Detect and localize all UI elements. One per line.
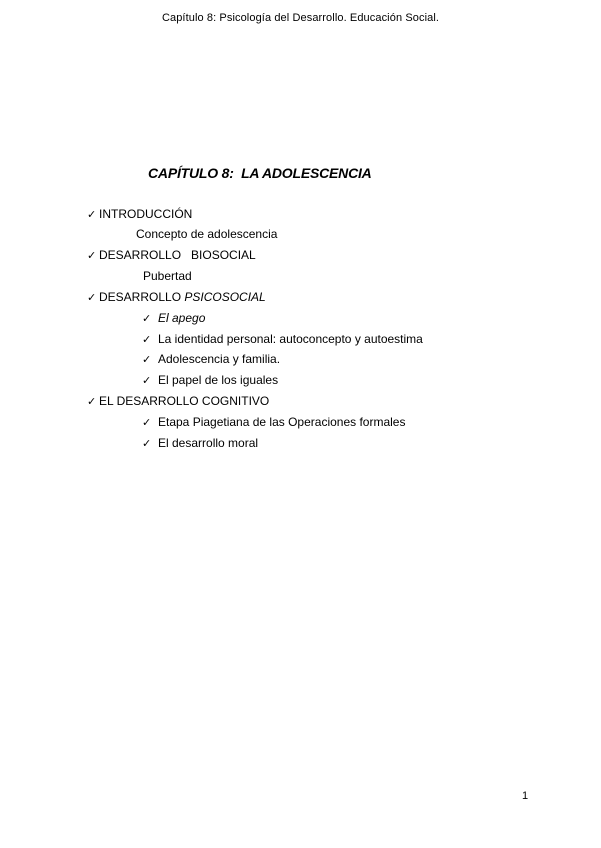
- toc-subitem-familia: [142, 352, 280, 367]
- toc-subitem-concepto: Concepto de adolescencia: [136, 227, 278, 241]
- check-icon: ✓: [87, 395, 97, 408]
- check-icon: ✓: [87, 291, 97, 304]
- toc-subitem-iguales: [142, 373, 278, 388]
- toc-subitem-label: La identidad personal: autoconcepto y autoestima: [158, 332, 423, 346]
- toc-item-label-italic: PSICOSOCIAL: [184, 290, 266, 304]
- toc-subitem-label: El papel de los iguales: [158, 373, 279, 387]
- toc-item-label: DESARROLLO BIOSOCIAL: [99, 248, 256, 262]
- toc-subitem-piagetiana: [142, 415, 405, 430]
- toc-item-label: EL DESARROLLO COGNITIVO: [99, 394, 270, 408]
- toc-subitem-label: Adolescencia y familia.: [158, 352, 281, 366]
- chapter-title: CAPÍTULO 8: LA ADOLESCENCIA: [148, 165, 372, 181]
- running-header: Capítulo 8: Psicología del Desarrollo. Educación Social.: [161, 12, 440, 24]
- toc-item-psicosocial: [87, 290, 266, 305]
- check-icon: ✓: [142, 437, 152, 450]
- check-icon: ✓: [87, 249, 97, 262]
- toc-item-label: DESARROLLO: [99, 290, 185, 304]
- check-icon: ✓: [87, 208, 97, 221]
- check-icon: ✓: [142, 353, 152, 366]
- toc-item-biosocial: [87, 248, 256, 263]
- toc-subitem-label: El desarrollo moral: [158, 436, 259, 450]
- toc-subitem-pubertad: Pubertad: [143, 269, 192, 283]
- toc-item-label: INTRODUCCIÓN: [99, 207, 193, 221]
- toc-subitem-label: Etapa Piagetiana de las Operaciones formales: [158, 415, 406, 429]
- page-number: 1: [522, 790, 529, 802]
- check-icon: ✓: [142, 416, 152, 429]
- toc-subitem-identidad: [142, 332, 423, 347]
- toc-subitem-apego: [142, 311, 205, 326]
- toc-item-cognitivo: [87, 394, 269, 409]
- toc-subitem-moral: [142, 436, 258, 451]
- check-icon: ✓: [142, 333, 152, 346]
- check-icon: ✓: [142, 312, 152, 325]
- toc-subitem-label: El apego: [158, 311, 206, 325]
- toc-item-introduccion: [87, 207, 192, 222]
- check-icon: ✓: [142, 374, 152, 387]
